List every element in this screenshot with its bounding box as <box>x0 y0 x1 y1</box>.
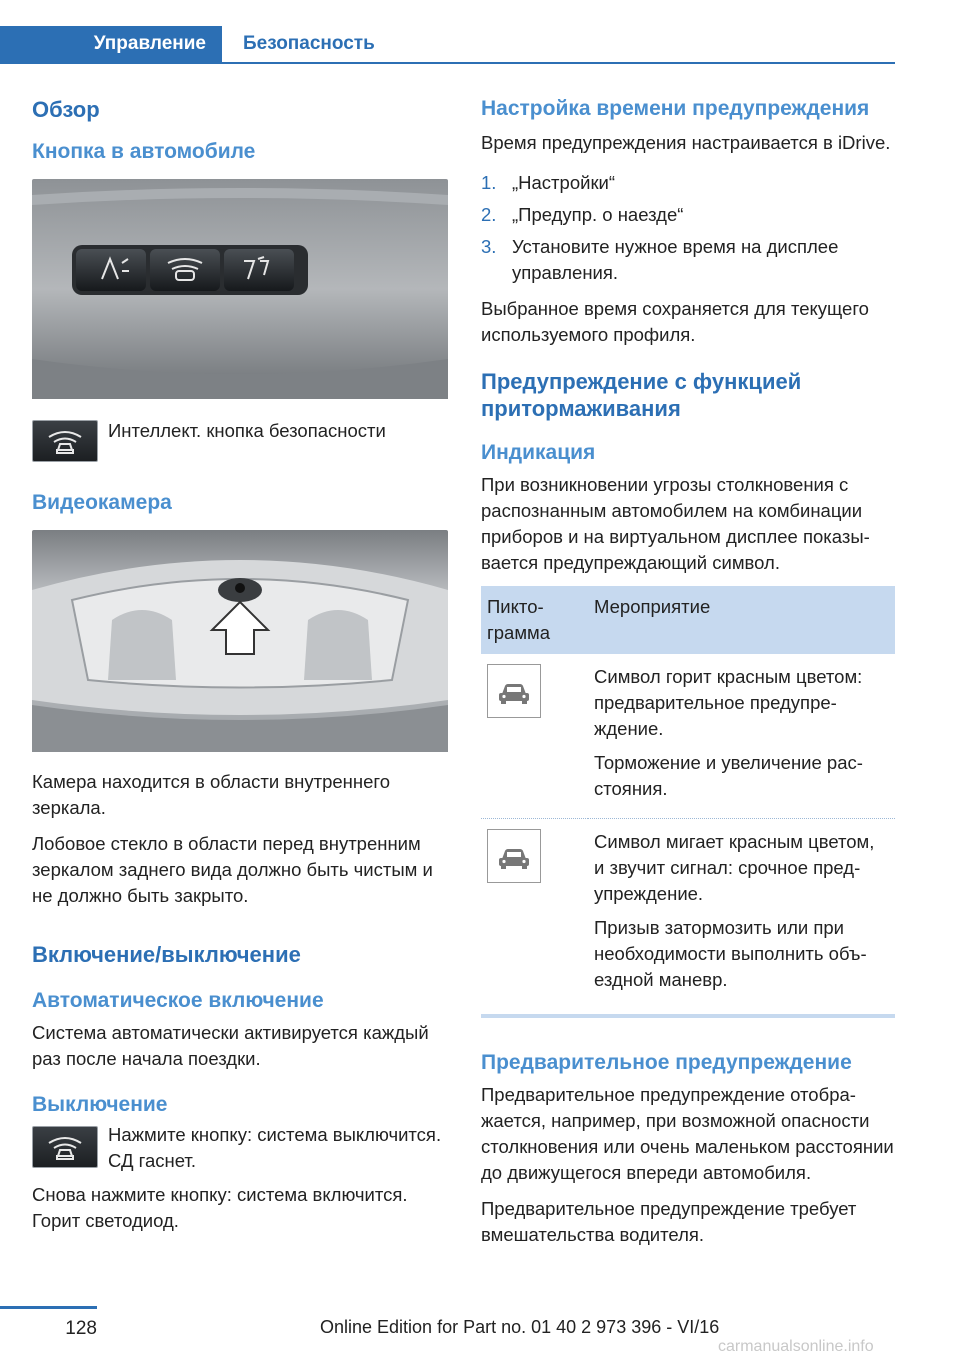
pre-warning-text-1: Предварительное предупреждение отображается, например, при возможной опасности столкновения или очень маленьком расстоянии до движущегося впереди автомобиля. <box>481 1084 894 1183</box>
step-item: 1. „Настройки“ <box>481 172 616 193</box>
camera-location-text: Камера находится в области внутреннего зеркала. <box>32 771 391 818</box>
intelligent-safety-button-icon-2 <box>32 1126 98 1168</box>
table-bottom-rule <box>481 1014 895 1018</box>
brake-warning-heading: Предупреждение с функцией притормаживания <box>481 369 802 421</box>
indication-text: При возникновении угрозы столкновения с распознанным автомобилем на комбинации приборов и на виртуальном дисплее показывается предупреждающий символ. <box>481 474 870 573</box>
off-heading: Выключение <box>32 1093 168 1116</box>
off-button-row <box>32 1126 448 1174</box>
column-header-pictogram: Пиктограмма <box>481 586 588 654</box>
overview-heading: Обзор <box>32 97 100 122</box>
pre-warning-text-2: Предварительное предупреждение требует вмешательства водителя. <box>481 1198 857 1245</box>
warning-symbol-table <box>481 586 895 1010</box>
tab-safety[interactable]: Безопасность <box>222 26 422 62</box>
intelligent-safety-button-icon <box>32 420 98 462</box>
onoff-heading: Включение/выключение <box>32 942 301 967</box>
indication-heading: Индикация <box>481 441 596 464</box>
right-column <box>481 96 895 1258</box>
column-header-action: Мероприятие <box>588 586 895 654</box>
profile-text: Выбранное время сохраняется для текущего используемого профиля. <box>481 298 869 345</box>
watermark: carmanualsonline.info <box>718 1338 874 1355</box>
pre-warning-heading: Предварительное предупреждение <box>481 1051 852 1074</box>
car-warning-icon <box>487 664 541 718</box>
edition-text: Online Edition for Part no. 01 40 2 973 396 - VI/16 <box>320 1317 720 1337</box>
camera-photo <box>32 530 448 757</box>
camera-heading: Видеокамера <box>32 491 172 514</box>
footer-rule <box>0 1306 97 1309</box>
row1-text-a: Символ горит красным цветом: предварительное предупреждение. <box>594 666 863 739</box>
step-item: 3. Установите нужное время на дисплее управления. <box>481 236 839 283</box>
auto-on-heading: Автоматическое включение <box>32 989 324 1012</box>
header-tabs <box>0 26 895 64</box>
table-row <box>481 654 895 819</box>
warning-time-text: Время предупреждения настраивается в iDrive. <box>481 132 891 153</box>
tab-control[interactable]: Управление <box>0 26 222 62</box>
safety-button-caption: Интеллект. кнопка безопасности <box>108 420 386 441</box>
car-warning-icon <box>487 829 541 883</box>
button-in-car-heading: Кнопка в автомобиле <box>32 140 256 163</box>
page-number: 128 <box>65 1318 97 1339</box>
auto-on-text: Система автоматически активируется каждый раз после начала поездки. <box>32 1022 429 1069</box>
row2-text-a: Символ мигает красным цветом, и звучит сигнал: срочное предупреждение. <box>594 831 875 904</box>
windshield-text: Лобовое стекло в области перед внутренним зеркалом заднего вида должно быть чистым и не должно быть закрыто. <box>32 833 433 906</box>
row1-text-b: Торможение и увеличение расстояния. <box>594 752 863 799</box>
off-button-caption: Нажмите кнопку: система выключится. СД гаснет. <box>108 1124 442 1171</box>
table-row <box>481 819 895 1010</box>
row2-text-b: Призыв затормозить или при необходимости выполнить объездной маневр. <box>594 917 867 990</box>
table-header-row <box>481 586 895 654</box>
step-item: 2. „Предупр. о наезде“ <box>481 204 684 225</box>
button-panel-photo <box>32 179 448 404</box>
safety-button-row <box>32 420 448 462</box>
settings-steps-list <box>481 170 895 286</box>
on-again-text: Снова нажмите кнопку: система включится. Горит светодиод. <box>32 1184 408 1231</box>
left-column <box>32 96 448 1244</box>
warning-time-heading: Настройка времени предупреждения <box>481 97 870 120</box>
